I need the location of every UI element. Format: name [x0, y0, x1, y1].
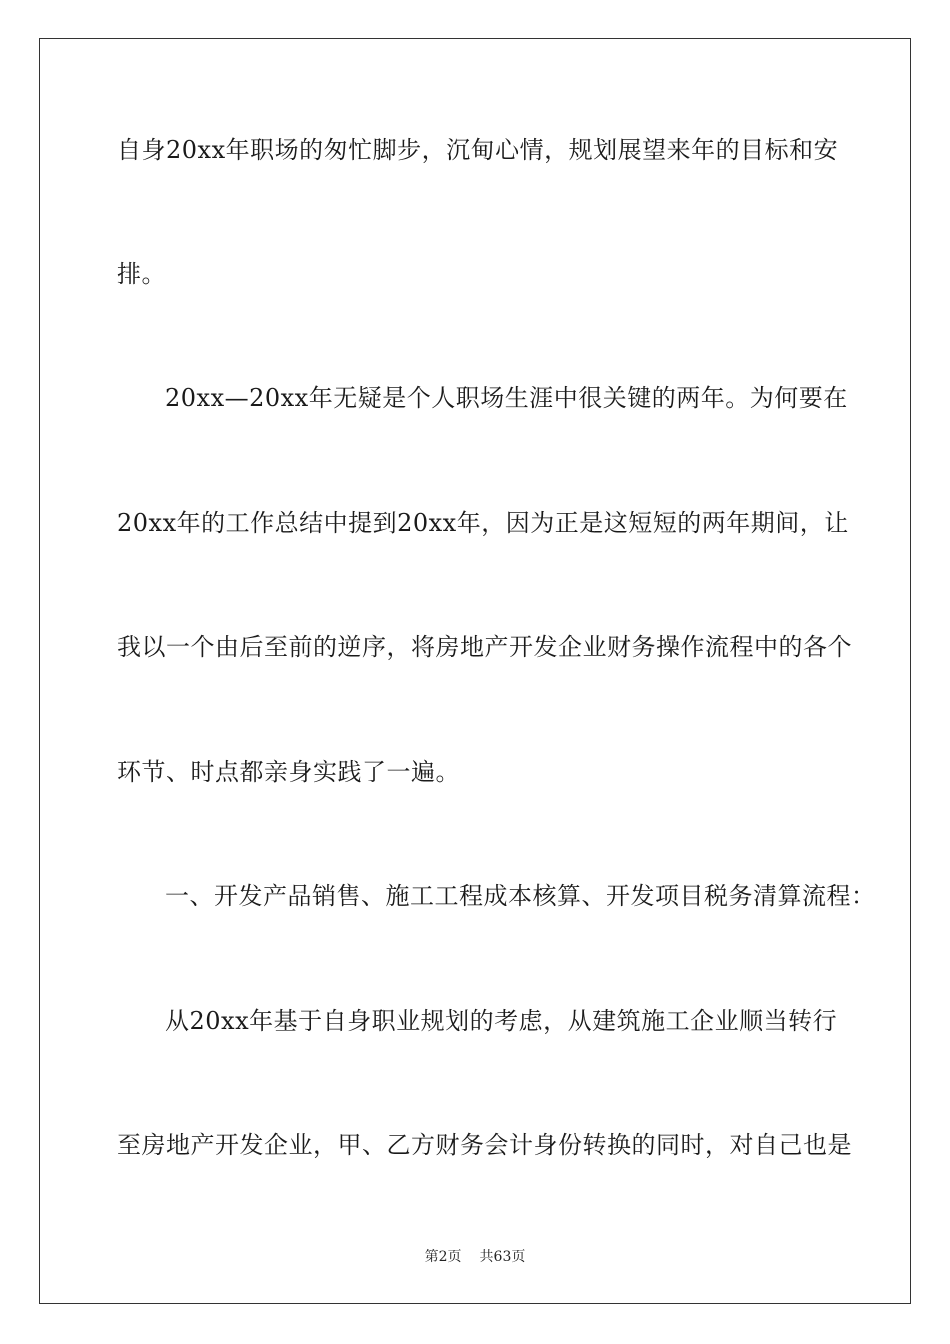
total-pages: 共63页	[479, 1249, 526, 1265]
body-text-line-9: 至房地产开发企业，甲、乙方财务会计身份转换的同时，对自己也是	[117, 1131, 852, 1159]
page-border	[39, 38, 911, 1304]
body-text-line-1: 自身20xx年职场的匆忙脚步，沉甸心情，规划展望来年的目标和安	[117, 136, 839, 164]
body-text-line-6: 环节、时点都亲身实践了一遍。	[117, 758, 460, 786]
section-heading: 一、开发产品销售、施工工程成本核算、开发项目税务清算流程：	[165, 882, 876, 910]
body-text-line-3: 20xx—20xx年无疑是个人职场生涯中很关键的两年。为何要在	[165, 384, 848, 412]
body-text-line-5: 我以一个由后至前的逆序，将房地产开发企业财务操作流程中的各个	[117, 633, 852, 661]
page-number: 第2页	[424, 1249, 462, 1265]
body-text-line-8: 从20xx年基于自身职业规划的考虑，从建筑施工企业顺当转行	[165, 1007, 838, 1035]
page-footer	[0, 1248, 950, 1266]
body-text-line-2: 排。	[117, 260, 166, 288]
body-text-line-4: 20xx年的工作总结中提到20xx年，因为正是这短短的两年期间，让	[117, 509, 849, 537]
